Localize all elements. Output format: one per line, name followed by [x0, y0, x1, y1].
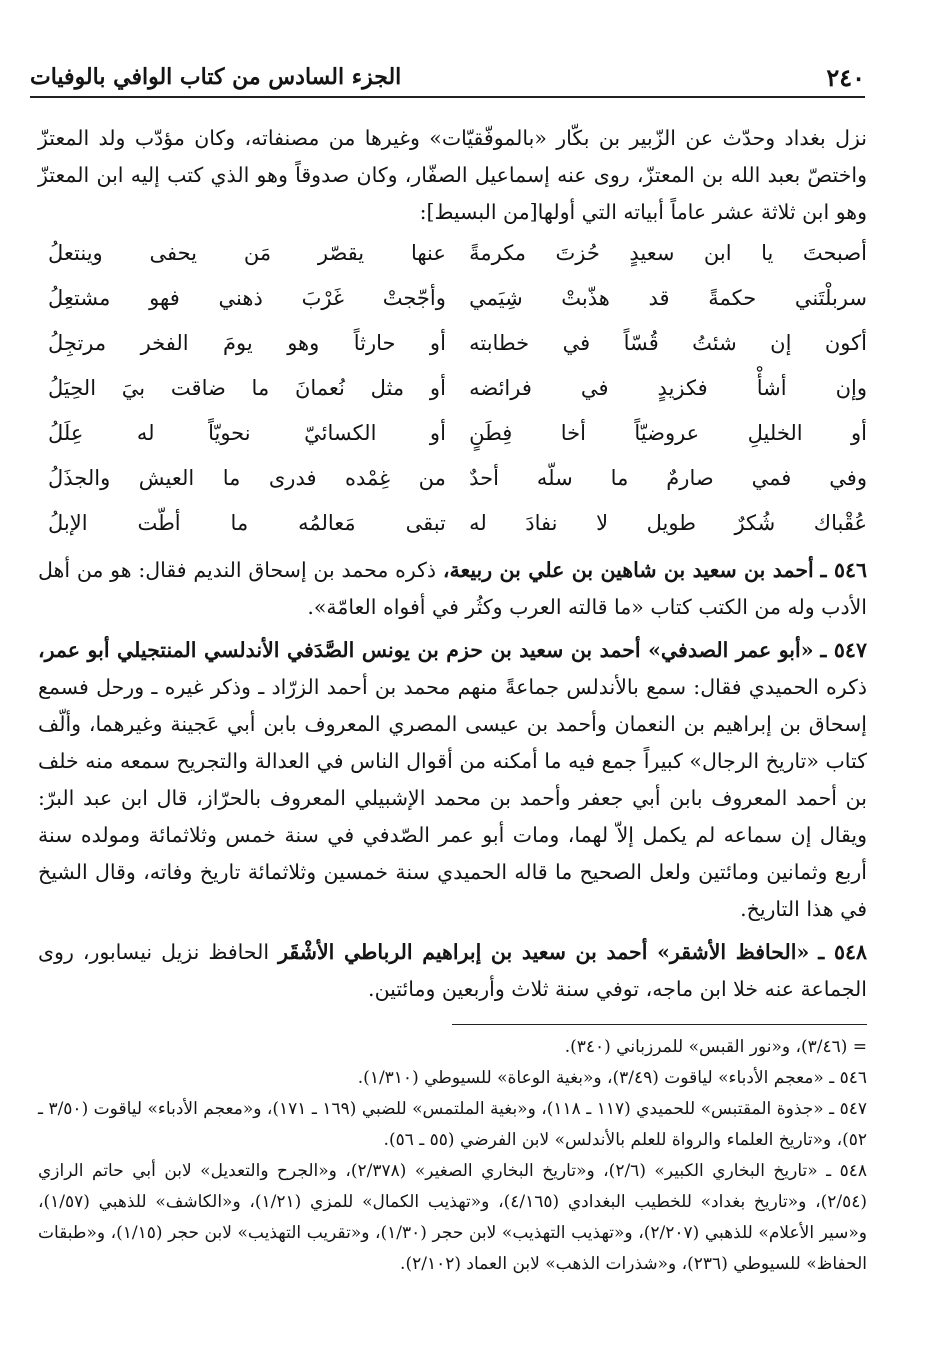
entry-text: ذكره محمد بن إسحاق النديم فقال: هو من أهل الأدب وله من الكتب كتاب «ما قالته العرب وكثُر في أفواه العامّة». [38, 558, 867, 619]
verse-first-hemistich: وفي فمي صارمٌ ما سلّه أحدٌ [469, 466, 867, 490]
entry-number: ٥٤٨ ـ [818, 940, 867, 964]
entry-name: أحمد بن سعيد بن شاهين بن علي بن ربيعة، [442, 558, 814, 582]
biography-entry [38, 552, 867, 626]
poem [38, 231, 867, 546]
verse-second-hemistich: من غِمْده فدرى ما العيش والجذَلُ [48, 466, 446, 490]
page-header [30, 58, 865, 98]
footnote: ٥٤٧ ـ «جذوة المقتبس» للحميدي (١١٧ ـ ١١٨)، و«بغية الملتمس» للضبي (١٦٩ ـ ١٧١)، و«معجم الأدباء» لياقوت (٣/٥٠ ـ ٥٢)، و«تاريخ العلماء والرواة للعلم بالأندلس» لابن الفرضي (٥٥ ـ ٥٦). [38, 1099, 867, 1150]
poem-verse [38, 501, 867, 546]
poem-verse [38, 456, 867, 501]
verse-first-hemistich: أصبحتَ يا ابن سعيدٍ حُزتَ مكرمةً [469, 241, 867, 265]
poem-verse [38, 321, 867, 366]
verse-second-hemistich: أو الكسائيّ نحويّاً له عِلَلُ [48, 421, 446, 445]
footnote: = (٣/٤٦)، و«نور القبس» للمرزباني (٣٤٠). [564, 1037, 867, 1057]
verse-second-hemistich: أو مثل نُعمانَ ما ضاقت بيَ الحِيَلُ [48, 376, 446, 400]
verse-second-hemistich: وأجّجتْ غَرْبَ ذهني فهو مشتعِلُ [48, 286, 446, 310]
entry-number: ٥٤٧ ـ [820, 638, 867, 662]
poem-verse [38, 366, 867, 411]
poem-verse [38, 276, 867, 321]
verse-second-hemistich: تبقى مَعالمُه ما أطّت الإبلُ [48, 511, 446, 535]
biography-entry [38, 934, 867, 1008]
poem-verse [38, 411, 867, 456]
verse-first-hemistich: سربلْتَني حكمةً قد هذّبتْ شِيَمي [469, 286, 867, 310]
footnote-separator [452, 1024, 867, 1025]
entry-number: ٥٤٦ ـ [820, 558, 867, 582]
verse-first-hemistich: أكون إن شئتُ قُسّاً في خطابته [469, 331, 867, 355]
poem-verse [38, 231, 867, 276]
running-title: الجزء السادس من كتاب الوافي بالوفيات [30, 64, 402, 90]
intro-paragraph: نزل بغداد وحدّث عن الزّبير بن بكّار «بالموفّقيّات» وغيرها من مصنفاته، وكان مؤدّب ولد المعتزّ واختصّ بعبد الله بن المعتزّ، روى عنه إسماعيل الصفّار، وكان صدوقاً وهو الذي كتب إليه ابن المعتزّ وهو ابن ثلاثة عشر عاماً أبياته التي أولها[من البسيط]: [38, 126, 867, 224]
footnotes [38, 1032, 867, 1280]
verse-first-hemistich: عُقْباك شُكرٌ طويل لا نفادَ له [469, 511, 867, 535]
entry-text: الحافظ نزيل نيسابور، روى الجماعة عنه خلا ابن ماجه، توفي سنة ثلاث وأربعين ومائتين. [38, 940, 867, 1001]
biography-entry [38, 632, 867, 928]
entry-name: «الحافظ الأشقر» أحمد بن سعيد بن إبراهيم الرباطي الأشْقَر [278, 940, 810, 964]
verse-first-hemistich: أو الخليلِ عروضيّاً أخا فِطَنٍ [469, 421, 867, 445]
footnote: ٥٤٨ ـ «تاريخ البخاري الكبير» (٢/٦)، و«تاريخ البخاري الصغير» (٢/٣٧٨)، و«الجرح والتعديل» لابن أبي حاتم الرازي (٢/٥٤)، و«تاريخ بغداد» للخطيب البغدادي (٤/١٦٥)، و«تهذيب الكمال» للمزي (١/٢١)، و«الكاشف» للذهبي (١/٥٧)، و«سير الأعلام» للذهبي (٢/٢٠٧)، و«تهذيب التهذيب» لابن حجر (١/٣٠)، و«تقريب التهذيب» لابن حجر (١/١٥)، و«طبقات الحفاظ» للسيوطي (٢٣٦)، و«شذرات الذهب» لابن العماد (٢/١٠٢). [38, 1161, 868, 1274]
entry-text: ذكره الحميدي فقال: سمع بالأندلس جماعةً منهم محمد بن أحمد الزرّاد ـ وذكر غيره ـ ورحل فسمع إسحاق بن إبراهيم بن النعمان وأحمد بن عيسى المصري المعروف بابن أبي عَجينة وغيرهما، وألّف كتاب «تاريخ الرجال» كبيراً جمع فيه ما أمكنه من أقوال الناس في العدالة والتجريح سمعه منه خلف بن أحمد المعروف بابن أبي جعفر وأحمد بن محمد الإشبيلي المعروف بالحرّاز، قال ابن عبد البرّ: ويقال إن سماعه لم يكمل إلاّ لهما، ومات أبو عمر الصّدفي في سنة خمس وثلاثمائة ومولده سنة أربع وثمانين ومائتين ولعل الصحيح ما قاله الحميدي سنة خمسين وثلاثمائة تاريخ وفاته، وقال الشيخ في هذا التاريخ. [38, 675, 867, 921]
page-number: ٢٤٠ [826, 62, 865, 92]
verse-first-hemistich: وإن أشأْ فكزيدٍ في فرائضه [469, 376, 867, 400]
verse-second-hemistich: عنها يقصّر مَن يحفى وينتعلُ [48, 241, 446, 265]
footnote: ٥٤٦ ـ «معجم الأدباء» لياقوت (٣/٤٩)، و«بغية الوعاة» للسيوطي (١/٣١٠). [357, 1068, 867, 1088]
verse-second-hemistich: أو حارثاً وهو يومَ الفخر مرتجِلُ [48, 331, 446, 355]
entry-name: «أبو عمر الصدفي» أحمد بن سعيد بن حزم بن يونس الصَّدَفي الأندلسي المنتجيلي أبو عمر، [38, 638, 814, 662]
main-text [38, 120, 867, 1008]
